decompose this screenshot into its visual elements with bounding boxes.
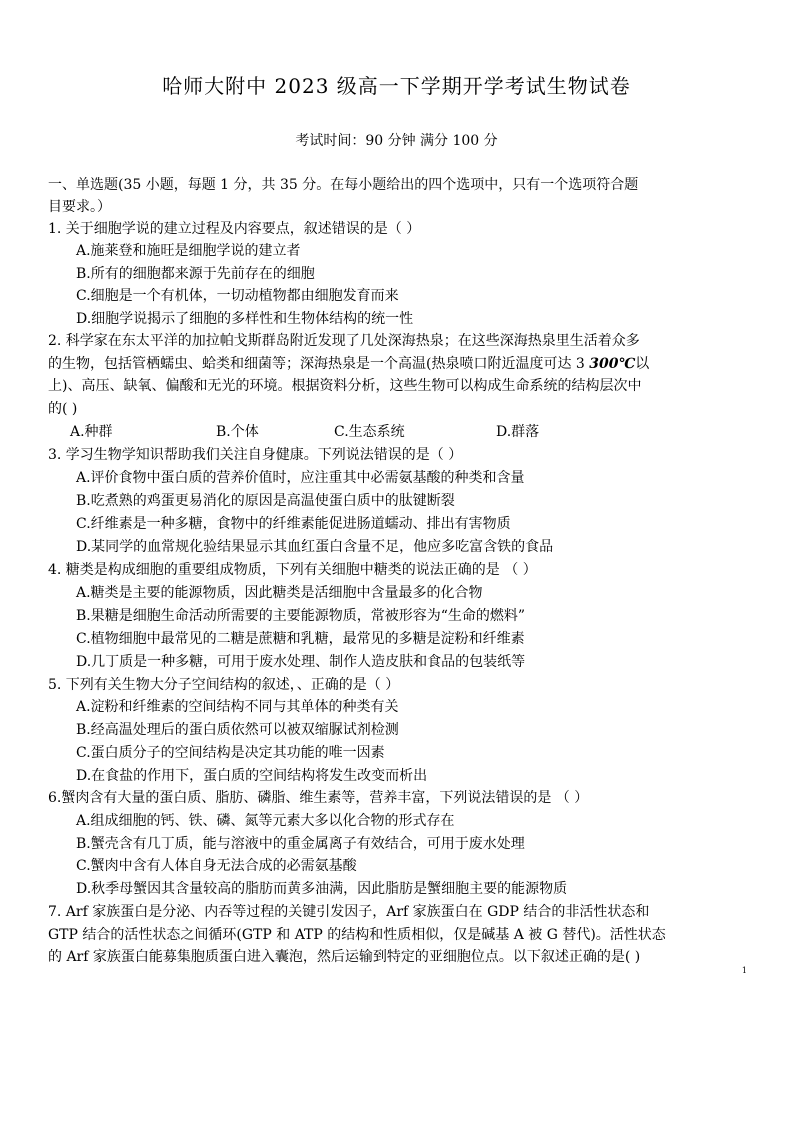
question-5-option-a: A.淀粉和纤维素的空间结构不同与其单体的种类有关	[76, 699, 399, 715]
section-heading: 一、单选题(35 小题，每题 1 分，共 35 分。在每小题给出的四个选项中，只有一个选项符合题	[48, 177, 639, 193]
question-5-option-b: B.经高温处理后的蛋白质依然可以被双缩脲试剂检测	[76, 722, 399, 738]
question-4-option-d: D.几丁质是一种多糖，可用于废水处理、制作人造皮肤和食品的包装纸等	[76, 654, 526, 670]
question-4-option-a: A.糖类是主要的能源物质，因此糖类是活细胞中含量最多的化合物	[76, 585, 483, 601]
question-2-option-a: A.种群	[70, 424, 113, 440]
question-2-option-d: D.群落	[496, 424, 540, 440]
question-3-option-b: B.吃煮熟的鸡蛋更易消化的原因是高温使蛋白质中的肽键断裂	[76, 493, 455, 509]
question-7-stem-line2: GTP 结合的活性状态之间循环(GTP 和 ATP 的结构和性质相似，仅是碱基 A 被 G 替代)。活性状态	[48, 927, 666, 943]
question-7-stem-line1: 7. Arf 家族蛋白是分泌、内吞等过程的关键引发因子，Arf 家族蛋白在 GDP 结合的非活性状态和	[48, 904, 650, 920]
question-2-text: 的生物，包括管栖蠕虫、蛤类和细菌等；深海热泉是一个高温(热泉喷口附近温度可达 3	[48, 356, 590, 372]
page-number: 1	[741, 966, 747, 975]
question-1-option-a: A.施莱登和施旺是细胞学说的建立者	[76, 243, 301, 259]
question-2-text-end: 以	[635, 356, 650, 372]
document-title: 哈师大附中 2023 级高一下学期开学考试生物试卷	[162, 74, 631, 98]
question-2-stem-line3: 上)、高压、缺氧、偏酸和无光的环境。根据资料分析，这些生物可以构成生命系统的结构层次中	[48, 378, 642, 394]
question-2-option-b: B.个体	[216, 424, 259, 440]
question-6-option-a: A.组成细胞的钙、铁、磷、氮等元素大多以化合物的形式存在	[76, 813, 455, 829]
question-7-stem-line3: 的 Arf 家族蛋白能募集胞质蛋白进入囊泡，然后运输到特定的亚细胞位点。以下叙述正确的是( )	[48, 949, 641, 965]
question-3-option-c: C.纤维素是一种多糖，食物中的纤维素能促进肠道蠕动、排出有害物质	[76, 516, 511, 532]
question-4-option-c: C.植物细胞中最常见的二糖是蔗糖和乳糖，最常见的多糖是淀粉和纤维素	[76, 631, 525, 647]
question-2-stem-line2	[48, 353, 760, 375]
question-1-option-d: D.细胞学说揭示了细胞的多样性和生物体结构的统一性	[76, 311, 414, 327]
question-4-stem: 4. 糖类是构成细胞的重要组成物质，下列有关细胞中糖类的说法正确的是 （ ）	[48, 562, 537, 578]
question-5-option-c: C.蛋白质分子的空间结构是决定其功能的唯一因素	[76, 745, 385, 761]
question-2-stem-line4: 的( )	[48, 401, 78, 417]
question-2-stem-line1: 2. 科学家在东太平洋的加拉帕戈斯群岛附近发现了几处深海热泉；在这些深海热泉里生活着众多	[48, 333, 640, 349]
question-6-option-b: B.蟹壳含有几丁质，能与溶液中的重金属离子有效结合，可用于废水处理	[76, 836, 525, 852]
question-6-option-d: D.秋季母蟹因其含量较高的脂肪而黄多油满，因此脂肪是蟹细胞主要的能源物质	[76, 881, 568, 897]
question-6-option-c: C.蟹肉中含有人体自身无法合成的必需氨基酸	[76, 858, 357, 874]
section-heading-cont: 目要求。）	[48, 199, 111, 215]
temperature-value: 300℃	[589, 356, 636, 372]
question-1-option-b: B.所有的细胞都来源于先前存在的细胞	[76, 266, 315, 282]
question-3-option-a: A.评价食物中蛋白质的营养价值时，应注重其中必需氨基酸的种类和含量	[76, 470, 525, 486]
question-6-stem: 6.蟹肉含有大量的蛋白质、脂肪、磷脂、维生素等，营养丰富，下列说法错误的是 （ ）	[48, 790, 589, 806]
question-5-stem: 5. 下列有关生物大分子空间结构的叙述，、正确的是（ ）	[48, 677, 400, 693]
question-2-option-c: C.生态系统	[334, 424, 405, 440]
exam-info: 考试时间：90 分钟 满分 100 分	[295, 133, 498, 149]
question-2-options	[70, 421, 782, 443]
question-1-option-c: C.细胞是一个有机体，一切动植物都由细胞发育而来	[76, 288, 399, 304]
question-1-stem: 1. 关于细胞学说的建立过程及内容要点，叙述错误的是（ ）	[48, 221, 421, 237]
question-5-option-d: D.在食盐的作用下，蛋白质的空间结构将发生改变而析出	[76, 768, 428, 784]
question-4-option-b: B.果糖是细胞生命活动所需要的主要能源物质，常被形容为“生命的燃料”	[76, 608, 526, 624]
question-3-option-d: D.某同学的血常规化验结果显示其血红蛋白含量不足，他应多吃富含铁的食品	[76, 539, 554, 555]
question-3-stem: 3. 学习生物学知识帮助我们关注自身健康。下列说法错误的是（ ）	[48, 447, 463, 463]
